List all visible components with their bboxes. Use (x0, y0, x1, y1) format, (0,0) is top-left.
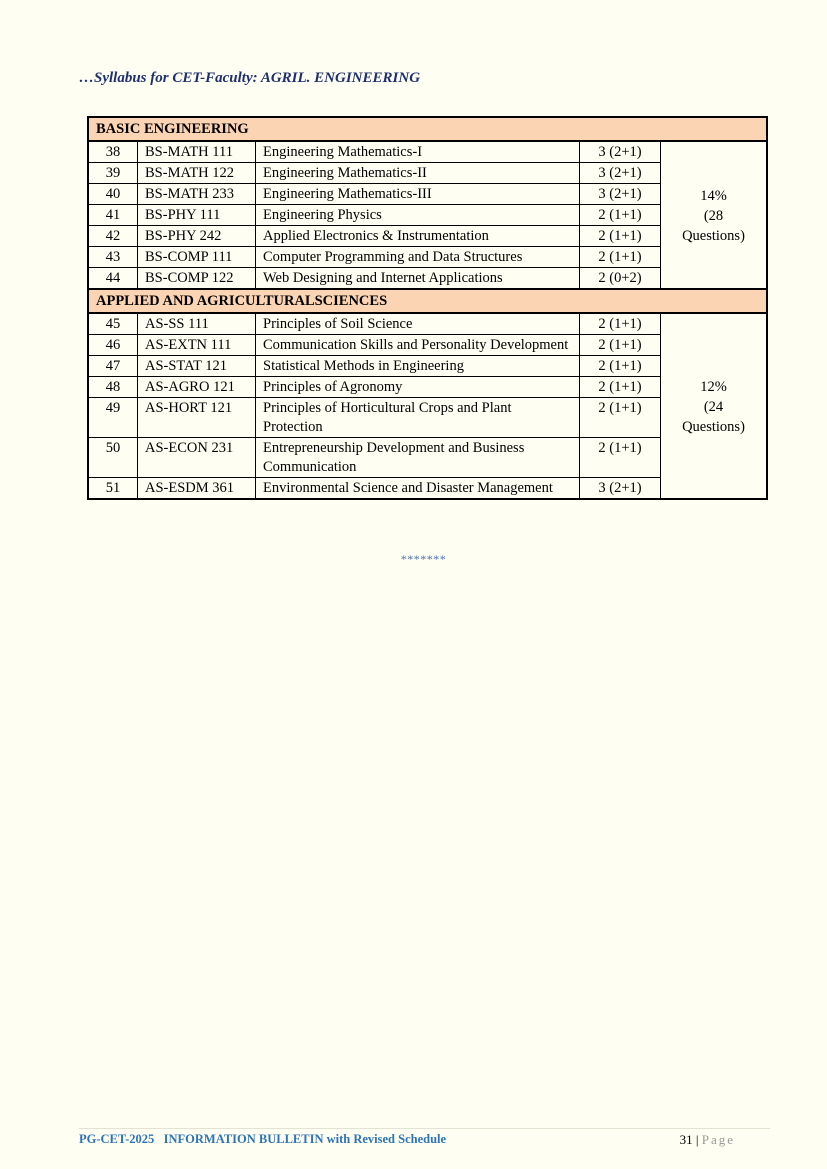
question-share-line: Questions) (682, 227, 745, 244)
course-number: 40 (88, 184, 138, 205)
question-share (661, 313, 768, 499)
course-title: Engineering Mathematics-III (256, 184, 580, 205)
course-title: Principles of Agronomy (256, 377, 580, 398)
syllabus-table-body (88, 117, 767, 499)
course-code: AS-STAT 121 (138, 356, 256, 377)
question-share-line: (28 (703, 207, 724, 224)
course-title: Engineering Mathematics-I (256, 141, 580, 163)
page-number: 31 (679, 1132, 693, 1147)
section-separator: ******* (400, 552, 447, 566)
section-header-row (88, 289, 767, 313)
course-code: BS-PHY 111 (138, 205, 256, 226)
course-credit: 2 (1+1) (580, 226, 661, 247)
course-credit: 3 (2+1) (580, 478, 661, 500)
table-row (88, 313, 767, 335)
course-code: BS-MATH 233 (138, 184, 256, 205)
footer-bulletin-title: PG-CET-2025 INFORMATION BULLETIN with Revised Schedule (79, 1132, 447, 1146)
course-title: Environmental Science and Disaster Management (256, 478, 580, 500)
course-number: 41 (88, 205, 138, 226)
course-credit: 2 (1+1) (580, 313, 661, 335)
section-title: BASIC ENGINEERING (88, 117, 767, 141)
page-divider: | (692, 1132, 702, 1147)
table-row (88, 141, 767, 163)
course-title: Principles of Soil Science (256, 313, 580, 335)
course-number: 42 (88, 226, 138, 247)
question-share-line: Questions) (682, 418, 745, 435)
course-credit: 2 (1+1) (580, 438, 661, 478)
syllabus-table (87, 116, 768, 500)
course-credit: 2 (1+1) (580, 356, 661, 377)
course-number: 38 (88, 141, 138, 163)
course-number: 45 (88, 313, 138, 335)
section-header-row (88, 117, 767, 141)
course-credit: 2 (1+1) (580, 205, 661, 226)
course-number: 51 (88, 478, 138, 500)
course-number: 47 (88, 356, 138, 377)
course-number: 39 (88, 163, 138, 184)
course-title: Communication Skills and Personality Development (256, 335, 580, 356)
course-credit: 3 (2+1) (580, 163, 661, 184)
course-number: 48 (88, 377, 138, 398)
course-code: BS-MATH 111 (138, 141, 256, 163)
course-number: 43 (88, 247, 138, 268)
question-share-line: 12% (700, 378, 727, 395)
question-share (661, 141, 768, 289)
course-title: Principles of Horticultural Crops and Plant Protection (256, 398, 580, 438)
course-code: AS-AGRO 121 (138, 377, 256, 398)
course-number: 44 (88, 268, 138, 290)
course-code: BS-COMP 122 (138, 268, 256, 290)
course-title: Engineering Physics (256, 205, 580, 226)
footer-divider (79, 1128, 770, 1129)
footer-page-number (680, 1132, 735, 1148)
course-credit: 3 (2+1) (580, 141, 661, 163)
course-code: BS-PHY 242 (138, 226, 256, 247)
course-number: 46 (88, 335, 138, 356)
course-title: Web Designing and Internet Applications (256, 268, 580, 290)
course-credit: 2 (0+2) (580, 268, 661, 290)
course-title: Engineering Mathematics-II (256, 163, 580, 184)
course-code: AS-ECON 231 (138, 438, 256, 478)
question-share-line: 14% (700, 187, 727, 204)
course-code: BS-MATH 122 (138, 163, 256, 184)
course-code: BS-COMP 111 (138, 247, 256, 268)
course-credit: 2 (1+1) (580, 247, 661, 268)
course-number: 50 (88, 438, 138, 478)
page-heading: …Syllabus for CET-Faculty: AGRIL. ENGINEERING (79, 70, 421, 86)
page-label: Page (701, 1132, 735, 1147)
question-share-line: (24 (703, 398, 724, 415)
course-code: AS-HORT 121 (138, 398, 256, 438)
section-title: APPLIED AND AGRICULTURALSCIENCES (88, 289, 767, 313)
course-title: Statistical Methods in Engineering (256, 356, 580, 377)
course-credit: 2 (1+1) (580, 398, 661, 438)
course-code: AS-SS 111 (138, 313, 256, 335)
course-code: AS-ESDM 361 (138, 478, 256, 500)
course-title: Computer Programming and Data Structures (256, 247, 580, 268)
course-number: 49 (88, 398, 138, 438)
course-credit: 2 (1+1) (580, 377, 661, 398)
course-code: AS-EXTN 111 (138, 335, 256, 356)
course-credit: 3 (2+1) (580, 184, 661, 205)
course-title: Applied Electronics & Instrumentation (256, 226, 580, 247)
course-credit: 2 (1+1) (580, 335, 661, 356)
course-title: Entrepreneurship Development and Business Communication (256, 438, 580, 478)
